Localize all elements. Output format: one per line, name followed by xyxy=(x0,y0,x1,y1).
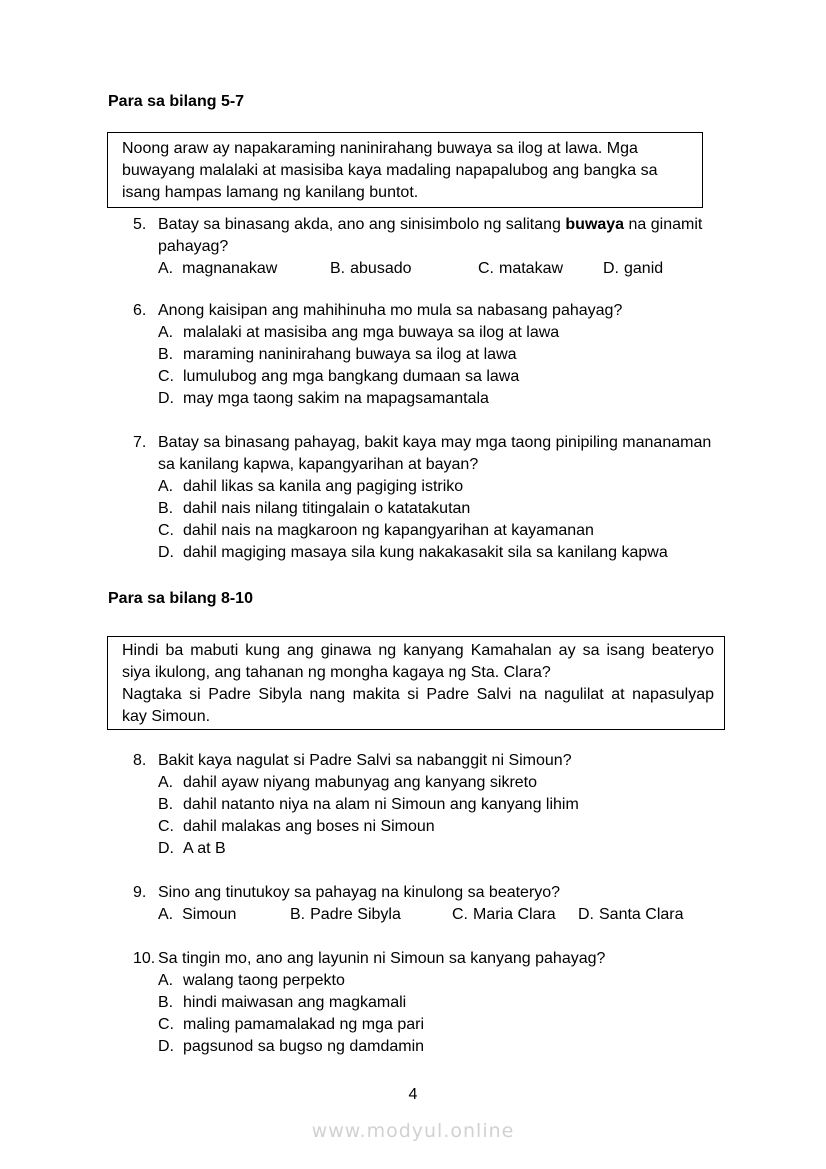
option-c xyxy=(158,816,826,838)
question-9 xyxy=(133,882,826,926)
option-letter: A. xyxy=(158,478,174,495)
option-text: lumulubog ang mga bangkang dumaan sa lawa xyxy=(183,368,520,385)
option-text: maraming naninirahang buwaya sa ilog at lawa xyxy=(183,346,517,363)
option-letter: C. xyxy=(158,818,174,835)
option-c xyxy=(158,520,826,542)
question-7-text-line2: sa kanilang kapwa, kapangyarihan at bayan? xyxy=(158,456,479,473)
option-c xyxy=(478,258,603,280)
passage-line: isang hampas lamang ng kanilang buntot. xyxy=(122,184,419,201)
option-b xyxy=(158,794,826,816)
option-letter: D. xyxy=(158,1038,174,1055)
option-a xyxy=(158,970,826,992)
option-text: A at B xyxy=(183,840,226,857)
question-5-options-row xyxy=(158,258,826,280)
option-letter: D. xyxy=(578,906,594,923)
option-letter: B. xyxy=(330,260,346,277)
option-a xyxy=(158,904,290,926)
option-c xyxy=(452,904,578,926)
option-letter: C. xyxy=(158,1016,174,1033)
watermark: www.modyul.online xyxy=(311,1120,515,1142)
question-6-text xyxy=(133,300,826,322)
option-d xyxy=(158,542,826,564)
passage-line: siya ikulong, ang tahanan ng mongha kagaya ng Sta. Clara? xyxy=(122,664,551,681)
option-text: Padre Sibyla xyxy=(310,906,401,923)
question-number: 5. xyxy=(133,216,147,233)
option-text: Maria Clara xyxy=(473,906,556,923)
question-number: 6. xyxy=(133,302,147,319)
question-number: 10. xyxy=(133,950,156,967)
question-number: 7. xyxy=(133,434,147,451)
option-letter: B. xyxy=(158,796,174,813)
question-9-options-row xyxy=(158,904,826,926)
question-10 xyxy=(133,948,826,1058)
option-d xyxy=(578,904,684,926)
option-c xyxy=(158,1014,826,1036)
option-letter: C. xyxy=(158,368,174,385)
option-text: pagsunod sa bugso ng damdamin xyxy=(183,1038,425,1055)
option-text: dahil natanto niya na alam ni Simoun ang kanyang lihim xyxy=(183,796,579,813)
option-b xyxy=(290,904,452,926)
question-5-text xyxy=(133,214,826,236)
option-text: abusado xyxy=(350,260,412,277)
option-d xyxy=(158,388,826,410)
option-text: dahil magiging masaya sila kung nakakasakit sila sa kanilang kapwa xyxy=(183,544,668,561)
question-5-text-line2: pahayag? xyxy=(158,238,229,255)
passage-line: kay Simoun. xyxy=(122,708,211,725)
option-letter: C. xyxy=(478,260,494,277)
option-letter: A. xyxy=(158,906,174,923)
option-letter: D. xyxy=(603,260,619,277)
option-text: Santa Clara xyxy=(599,906,684,923)
option-text: hindi maiwasan ang magkamali xyxy=(183,994,407,1011)
option-text: dahil nais nilang titingalain o katatakutan xyxy=(183,500,471,517)
option-text: maling pamamalakad ng mga pari xyxy=(183,1016,425,1033)
passage-line: Hindi ba mabuti kung ang ginawa ng kanyang Kamahalan ay sa isang beateryo xyxy=(122,642,714,659)
option-letter: A. xyxy=(158,774,174,791)
option-a xyxy=(158,258,330,280)
section-heading-5-7: Para sa bilang 5-7 xyxy=(108,93,245,110)
passage-line: Noong araw ay napakaraming naninirahang buwaya sa ilog at lawa. Mga xyxy=(122,140,638,157)
option-a xyxy=(158,322,826,344)
option-d xyxy=(158,1036,826,1058)
section-heading-8-10: Para sa bilang 8-10 xyxy=(108,590,253,607)
option-letter: B. xyxy=(290,906,306,923)
option-d xyxy=(158,838,826,860)
option-letter: B. xyxy=(158,500,174,517)
option-b xyxy=(158,992,826,1014)
question-number: 9. xyxy=(133,884,147,901)
question-text: Batay sa binasang akda, ano ang sinisimbolo ng salitang xyxy=(158,216,566,233)
question-text: Sa tingin mo, ano ang layunin ni Simoun sa kanyang pahayag? xyxy=(158,950,606,967)
question-6 xyxy=(133,300,826,410)
option-letter: D. xyxy=(158,544,174,561)
question-text: Bakit kaya nagulat si Padre Salvi sa nabanggit ni Simoun? xyxy=(158,752,572,769)
option-c xyxy=(158,366,826,388)
question-text: Sino ang tinutukoy sa pahayag na kinulong sa beateryo? xyxy=(158,884,561,901)
option-text: matakaw xyxy=(499,260,564,277)
question-5 xyxy=(133,214,826,280)
option-text: dahil likas sa kanila ang pagiging istriko xyxy=(183,478,464,495)
question-7 xyxy=(133,432,826,564)
option-letter: C. xyxy=(158,522,174,539)
option-text: dahil nais na magkaroon ng kapangyarihan at kayamanan xyxy=(183,522,594,539)
question-text-bold-word: buwaya xyxy=(565,216,625,233)
option-b xyxy=(158,344,826,366)
passage-box-5-7 xyxy=(107,132,703,208)
option-b xyxy=(158,498,826,520)
option-text: malalaki at masisiba ang mga buwaya sa ilog at lawa xyxy=(183,324,560,341)
option-text: magnanakaw xyxy=(182,260,278,277)
passage-line: buwayang malalaki at masisiba kaya madaling napapalubog ang bangka sa xyxy=(122,162,658,179)
option-text: Simoun xyxy=(182,906,237,923)
question-7-text xyxy=(133,432,826,454)
option-letter: A. xyxy=(158,260,174,277)
option-letter: A. xyxy=(158,972,174,989)
option-text: may mga taong sakim na mapagsamantala xyxy=(183,390,489,407)
option-letter: D. xyxy=(158,390,174,407)
question-9-text xyxy=(133,882,826,904)
question-text: Anong kaisipan ang mahihinuha mo mula sa nabasang pahayag? xyxy=(158,302,623,319)
option-text: dahil ayaw niyang mabunyag ang kanyang sikreto xyxy=(183,774,538,791)
passage-box-8-10 xyxy=(107,636,725,730)
question-text: na ginamit xyxy=(624,216,703,233)
option-letter: A. xyxy=(158,324,174,341)
question-8-text xyxy=(133,750,826,772)
option-a xyxy=(158,772,826,794)
option-text: walang taong perpekto xyxy=(183,972,345,989)
question-number: 8. xyxy=(133,752,147,769)
question-8 xyxy=(133,750,826,860)
passage-line: Nagtaka si Padre Sibyla nang makita si Padre Salvi na nagulilat at napasulyap xyxy=(122,686,714,703)
option-text: dahil malakas ang boses ni Simoun xyxy=(183,818,435,835)
option-a xyxy=(158,476,826,498)
question-10-text xyxy=(133,948,826,970)
option-letter: D. xyxy=(158,840,174,857)
option-text: ganid xyxy=(624,260,664,277)
page-number: 4 xyxy=(408,1086,418,1103)
option-b xyxy=(330,258,478,280)
option-letter: B. xyxy=(158,346,174,363)
question-text: Batay sa binasang pahayag, bakit kaya may mga taong pinipiling mananaman xyxy=(158,434,712,451)
option-letter: C. xyxy=(452,906,468,923)
option-d xyxy=(603,258,663,280)
option-letter: B. xyxy=(158,994,174,1011)
